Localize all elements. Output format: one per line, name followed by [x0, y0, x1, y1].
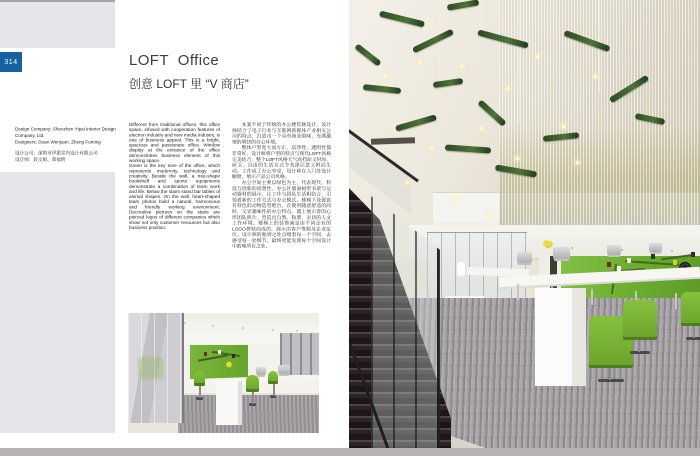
pendant-light-glow — [383, 74, 388, 79]
page-number: 314 — [4, 58, 18, 66]
body-zh-paragraph-1: 本案不同于传统的办公楼装修设计，设计师结合了电子行业与互联网新媒体产业相关公司的特点，打造出一个具有商业韵味、充满激情的明快的办公环境。 — [232, 122, 331, 145]
credits-block — [15, 126, 125, 163]
yellow-flowers — [225, 361, 233, 368]
pendant-light-glow — [487, 212, 492, 217]
green-office-chair — [268, 371, 278, 384]
yellow-flowers — [543, 240, 553, 248]
pendant-wire — [559, 0, 560, 62]
white-cabinet — [535, 288, 586, 386]
carpet-floor — [178, 395, 319, 433]
floor-lamp — [457, 262, 465, 276]
photo-office-interior-small — [128, 313, 319, 433]
shelf-books — [204, 352, 207, 356]
green-office-chair — [246, 375, 259, 392]
desktop-computer — [649, 243, 662, 252]
white-cabinet — [216, 381, 242, 425]
left-page — [0, 0, 349, 448]
page-number-tab — [0, 52, 22, 72]
table-edge-shadow — [0, 448, 700, 456]
pendant-light-glow — [453, 196, 458, 201]
desktop-computer — [278, 365, 290, 374]
title-block — [129, 52, 249, 92]
tree-shelf-branch — [625, 260, 679, 266]
pendant-light-glow — [479, 126, 484, 131]
pendant-light-glow — [515, 156, 520, 161]
pendant-light-glow — [417, 60, 422, 65]
desktop-computer — [553, 247, 570, 259]
desktop-computer — [256, 367, 266, 375]
page-title-english: LOFT Office — [129, 52, 220, 69]
glass-partition — [128, 313, 184, 423]
pendant-light-glow — [505, 86, 510, 91]
body-text-chinese — [232, 122, 331, 250]
desktop-computer — [517, 252, 532, 263]
body-text-english — [129, 122, 220, 230]
pendant-light-glow — [405, 180, 410, 185]
green-office-chair — [681, 292, 700, 326]
glass-reflection — [138, 357, 164, 379]
green-office-chair — [194, 371, 205, 386]
body-zh-paragraph-3: 办公空间主要以绿色为主，代表现代、科技与创新的思想性。办公区墙面树形书架与运动器材的展示，让工作与团队生活相结合，引领着新的工作方式与办公模式。楼梯下设置富有特色的动物造型吧台，在使用随意舒适的同时，又显趣味性的办公特点。墙上展示着的心形团队照片，营造出自然、和谐、亲切的人文工作环境。楼梯上的装饰画是由不同企业的LOGO拼贴而成的，展示出客户资源及企业定位。设计师的独到之处点缀着每一个空间，去感受每一处细节，最终更能发现每个空间设计中韵味所在之处。 — [232, 179, 331, 250]
pendant-light-glow — [429, 146, 434, 151]
pendant-light-glow — [459, 64, 464, 69]
downlights — [184, 322, 186, 324]
pendant-light-glow — [593, 74, 598, 79]
credit-design-company-en: Design Company: Shenzhen Yipai Interior Design Company, Ltd. — [15, 126, 116, 138]
pendant-wire — [519, 0, 520, 122]
credit-design-company-zh: 设计公司：深圳市伊派室内设计有限公司 — [15, 150, 98, 156]
photo-loft-office-main — [349, 0, 700, 450]
body-en-paragraph-1: Different from traditional offices, this office space, infused with cooperation features of electron industry and new media industry, is one of business appeal. This is a bright, spacious and passionate office. Window display at the entrance of the office demonstrates business element of this working space. — [129, 121, 220, 164]
desk-legs — [517, 284, 519, 300]
body-zh-paragraph-2: 整体户型宽大而方正，洁净性、透明性都非常好。设计师将户型的特点与现代LOFT风格完美结合，整个LOFT风格大气高档而又时尚、前卫，自由的生活方式令其深层意义鲜活生动。工作成了办公享受，设计师在入门处设计橱窗，展示产品公司风格。 — [232, 145, 331, 180]
shelf-books — [607, 262, 611, 267]
body-en-paragraph-2: Green is the key tone of the office, which represents modernity, technology and creativity. Beside the wall, a tree-shape bookshelf and sports equipments demonstrate a combination of team work and life. Below the stairs stand bar tables of animal shapes. On the wall, heart-shaped team photos build a natural, harmonious and friendly working environment. Decorative pictures on the stairs are pierced logos of different companies which show not only customer resources but also business position. — [129, 162, 220, 230]
pendant-light-glow — [535, 54, 540, 59]
corner-gray-block-top — [0, 0, 115, 48]
credit-designers-zh: 设计师：段文娟、郑福明 — [15, 157, 66, 162]
pendant-light-glow — [561, 124, 566, 129]
pendant-light-glow — [575, 160, 580, 165]
credit-designers-en: Designers: Duan Wenjuan, Zheng Fuming — [15, 139, 101, 145]
sidebar-gray-block-bottom — [0, 172, 115, 433]
tree-shelf-branch — [198, 354, 228, 361]
desktop-computer — [607, 245, 621, 255]
page-title-chinese: 创意 LOFT 里 “V 商店” — [129, 77, 249, 91]
green-office-chair — [623, 300, 657, 340]
